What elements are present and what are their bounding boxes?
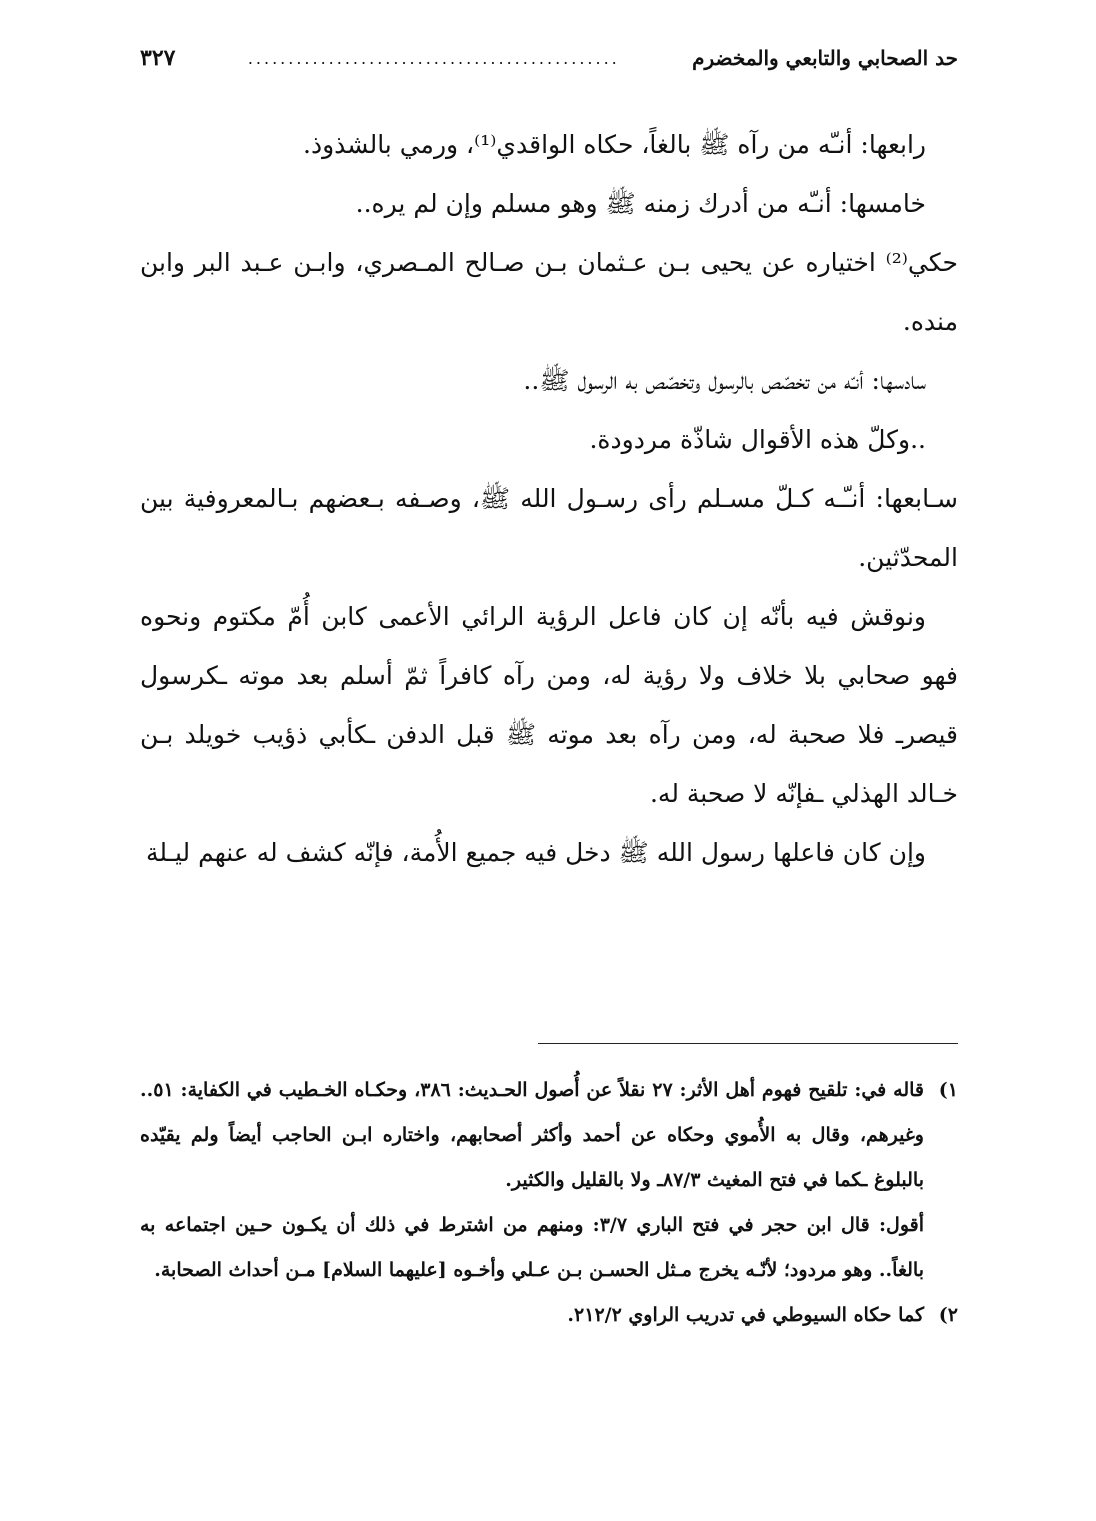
footnote-1-number: ١) (938, 1079, 958, 1101)
footnote-2-number: ٢) (938, 1304, 958, 1326)
paragraph-continuation: وإن كان فاعلها رسول الله ﷺ دخل فيه جميع الأُمة، فإنّه كشف له عنهم ليـلة (145, 838, 926, 867)
header-leader-dots: .............................................. (247, 48, 620, 68)
paragraph-fourth: رابعها: أنـّه من رآه ﷺ بالغاً، حكاه الواقدي⁽¹⁾، ورمي بالشذوذ. (303, 130, 926, 159)
page-number: ٣٢٧ (140, 45, 176, 71)
paragraph-all-rejected: ..وكلّ هذه الأقوال شاذّة مردودة. (589, 425, 926, 454)
footnote-1 (140, 1068, 958, 1203)
footnote-2-text: كما حكاه السيوطي في تدريب الراوي ٢١٢/٢. (567, 1304, 924, 1326)
header-title: حد الصحابي والتابعي والمخضرم (692, 46, 958, 70)
paragraph-seventh: سـابعها: أنـّـه كـلّ مسـلم رأى رسـول الله ﷺ، وصـفه بـعضهم بـالمعروفية بين المحدّثين. (140, 484, 958, 572)
paragraph-sixth: سادسها: أنـّه من تخصّص بالرسول وتخصّص به الرسول ﷺ.. (523, 366, 926, 395)
paragraph-discussion: ونوقش فيه بأنّه إن كان فاعل الرؤية الرائي الأعمى كابن أُمّ مكتوم ونحوه فهو صحابي بلا خلاف ولا رؤية له، ومن رآه كافراً ثمّ أسلم بعد موته ـكرسول قيصرـ فلا صحبة له، ومن رآه بعد موته ﷺ قبل الدفن ـكأبي ذؤيب خويلد بـن خـالد الهذلي ـفإنّه لا صحبة له. (140, 602, 958, 808)
paragraph-fifth: خامسها: أنـّه من أدرك زمنه ﷺ وهو مسلم وإن لم يره.. (355, 189, 926, 218)
paragraph-fifth-attribution: حكي⁽²⁾ اختياره عن يحيى بـن عـثمان بـن صـالح المـصري، وابـن عـبد البر وابن منده. (140, 248, 958, 336)
footnote-2 (140, 1293, 958, 1338)
footnote-separator (538, 1043, 958, 1044)
footnote-1-text: قاله في: تلقيح فهوم أهل الأثر: ٢٧ نقلاً عن أُصول الحـديث: ٣٨٦، وحكـاه الخـطيب في الكفاية: ٥١.. وغيرهم، وقال به الأُموي وحكاه عن أحمد وأكثر أصحابهم، واختاره ابـن الحاجب أيضاً ولم يقيّده بالبلوغ ـكما في فتح المغيث ٨٧/٣ـ ولا بالقليل والكثير. (140, 1079, 924, 1191)
footnotes (140, 1068, 958, 1338)
main-text (140, 115, 958, 882)
running-header (140, 38, 958, 78)
footnote-1-continuation: أقول: قال ابن حجر في فتح الباري ٣/٧: ومنهم من اشترط في ذلك أن يكـون حـين اجتماعه به بالغاً.. وهو مردود؛ لأنّـه يخرج مـثل الحسـن بـن عـلي وأخـوه [عليهما السلام] مـن أحداث الصحابة. (140, 1214, 924, 1281)
